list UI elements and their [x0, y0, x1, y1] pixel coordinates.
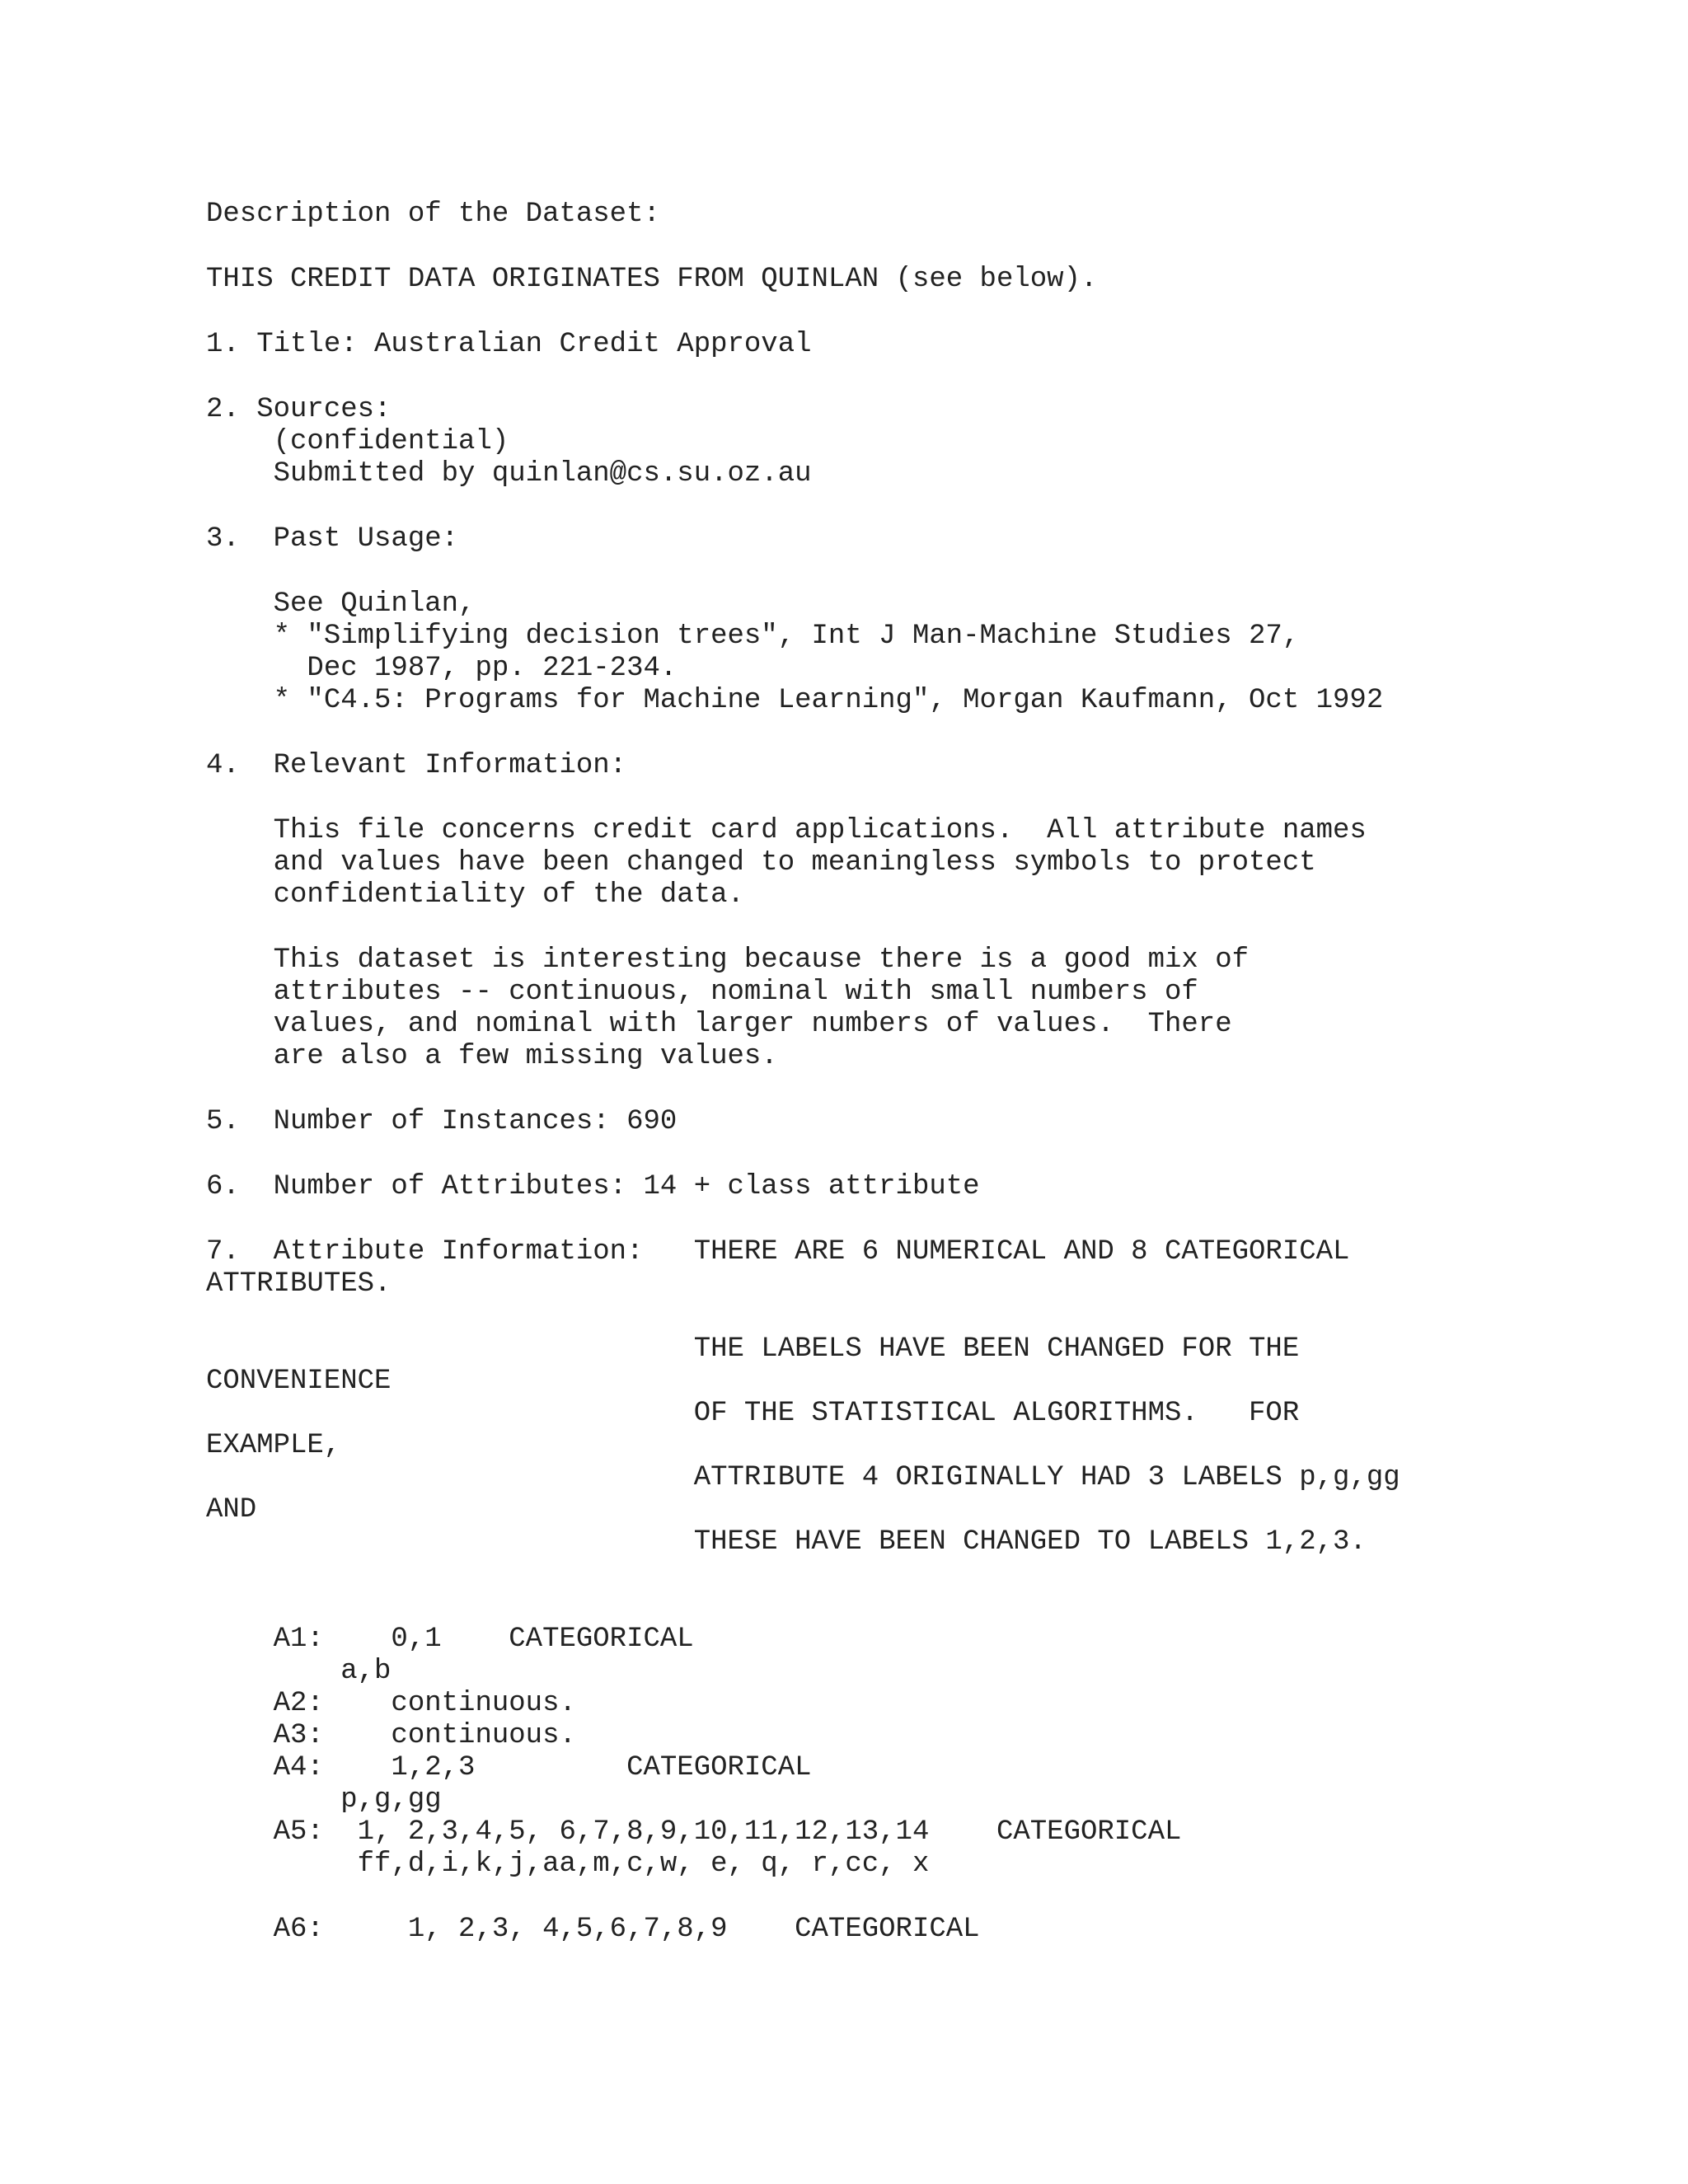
past-usage-heading: 3. Past Usage: [206, 523, 459, 555]
title-line: 1. Title: Australian Credit Approval [206, 329, 812, 360]
attribute-info-line8: AND [206, 1494, 257, 1526]
relevant-info-para1-line2: and values have been changed to meaningless symbols to protect [206, 847, 1316, 879]
reference-2: * "C4.5: Programs for Machine Learning", Morgan Kaufmann, Oct 1992 [206, 685, 1384, 716]
sources-submitter: Submitted by quinlan@cs.su.oz.au [206, 458, 812, 490]
attribute-a4: A4: 1,2,3 CATEGORICAL [206, 1752, 812, 1783]
sources-heading: 2. Sources: [206, 394, 392, 425]
sources-confidential: (confidential) [206, 426, 509, 457]
reference-1: * "Simplifying decision trees", Int J Man-Machine Studies 27, [206, 621, 1300, 652]
attribute-a6: A6: 1, 2,3, 4,5,6,7,8,9 CATEGORICAL [206, 1914, 980, 1945]
attribute-info-line9: THESE HAVE BEEN CHANGED TO LABELS 1,2,3. [206, 1526, 1367, 1558]
relevant-info-para1-line3: confidentiality of the data. [206, 879, 744, 911]
attribute-info-line3: THE LABELS HAVE BEEN CHANGED FOR THE [206, 1333, 1300, 1365]
attribute-a5-values: ff,d,i,k,j,aa,m,c,w, e, q, r,cc, x [206, 1849, 930, 1880]
attribute-a3: A3: continuous. [206, 1720, 576, 1751]
attribute-a5: A5: 1, 2,3,4,5, 6,7,8,9,10,11,12,13,14 CATEGORICAL [206, 1816, 1182, 1848]
past-usage-intro: See Quinlan, [206, 588, 476, 620]
attribute-a1: A1: 0,1 CATEGORICAL [206, 1624, 694, 1655]
relevant-info-para1-line1: This file concerns credit card applications. All attribute names [206, 815, 1367, 846]
attributes-count-line: 6. Number of Attributes: 14 + class attribute [206, 1171, 980, 1202]
dataset-description-heading: Description of the Dataset: [206, 199, 660, 230]
relevant-info-para2-line2: attributes -- continuous, nominal with small numbers of [206, 977, 1198, 1008]
attribute-info-line6: EXAMPLE, [206, 1430, 341, 1461]
origin-statement: THIS CREDIT DATA ORIGINATES FROM QUINLAN (see below). [206, 264, 1098, 295]
relevant-info-para2-line3: values, and nominal with larger numbers of values. There [206, 1009, 1232, 1040]
attribute-info-line5: OF THE STATISTICAL ALGORITHMS. FOR [206, 1398, 1300, 1429]
attribute-info-line1: 7. Attribute Information: THERE ARE 6 NUMERICAL AND 8 CATEGORICAL [206, 1236, 1350, 1268]
attribute-a1-values: a,b [206, 1656, 392, 1687]
reference-1-continued: Dec 1987, pp. 221-234. [206, 653, 678, 684]
attribute-info-line4: CONVENIENCE [206, 1366, 392, 1397]
attribute-a2: A2: continuous. [206, 1688, 576, 1719]
attribute-a4-values: p,g,gg [206, 1784, 442, 1816]
attribute-info-line7: ATTRIBUTE 4 ORIGINALLY HAD 3 LABELS p,g,gg [206, 1462, 1400, 1493]
instances-count-line: 5. Number of Instances: 690 [206, 1106, 678, 1137]
relevant-info-para2-line4: are also a few missing values. [206, 1041, 778, 1072]
attribute-info-line2: ATTRIBUTES. [206, 1268, 392, 1300]
relevant-info-heading: 4. Relevant Information: [206, 750, 627, 781]
relevant-info-para2-line1: This dataset is interesting because there is a good mix of [206, 944, 1250, 976]
